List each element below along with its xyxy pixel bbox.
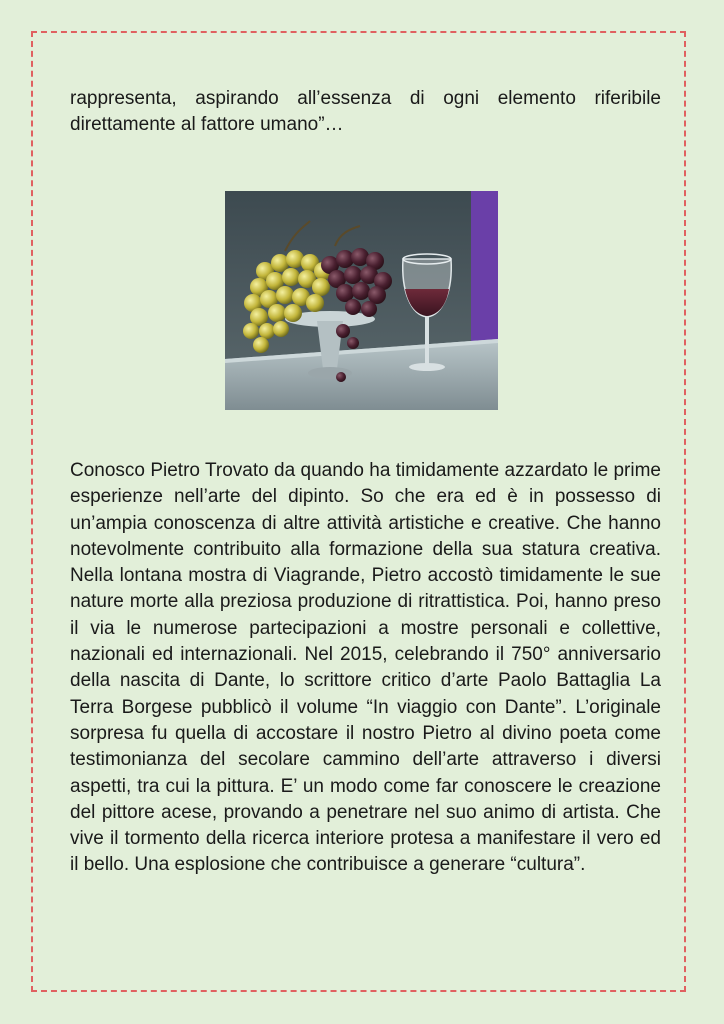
still-life-painting <box>225 191 498 410</box>
text-paragraph-main: Conosco Pietro Trovato da quando ha timidamente azzardato le prime esperienze nell’arte del dipinto. So che era ed è in possesso di un’ampia conoscenza di altre attività artistiche e creative. Che hanno notevolmente contribuito alla formazione della sua statura creativa. Nella lontana mostra di Viagrande, Pietro accostò timidamente le sue nature morte alla preziosa produzione di ritrattistica. Poi, hanno preso il via le numerose partecipazioni a mostre personali e collettive, nazionali ed internazionali. Nel 2015, celebrando il 750° anniversario della nascita di Dante, lo scrittore critico d’arte Paolo Battaglia La Terra Borgese pubblicò il volume “In viaggio con Dante”. L’originale sorpresa fu quella di accostare il nostro Pietro al divino poeta come testimonianza del secolare cammino dell’arte attraverso i diversi aspetti, tra cui la pittura. E’ un modo come far conoscere le creazione del pittore acese, provando a penetrare nel suo animo di artista. Che vive il tormento della ricerca interiore protesa a manifestare il vero ed il bello. Una esplosione che contribuisce a generare “cultura”. <box>70 460 661 876</box>
text-paragraph-intro: rappresenta, aspirando all’essenza di ogni elemento riferibile direttamente al fattore umano”… <box>70 88 661 136</box>
